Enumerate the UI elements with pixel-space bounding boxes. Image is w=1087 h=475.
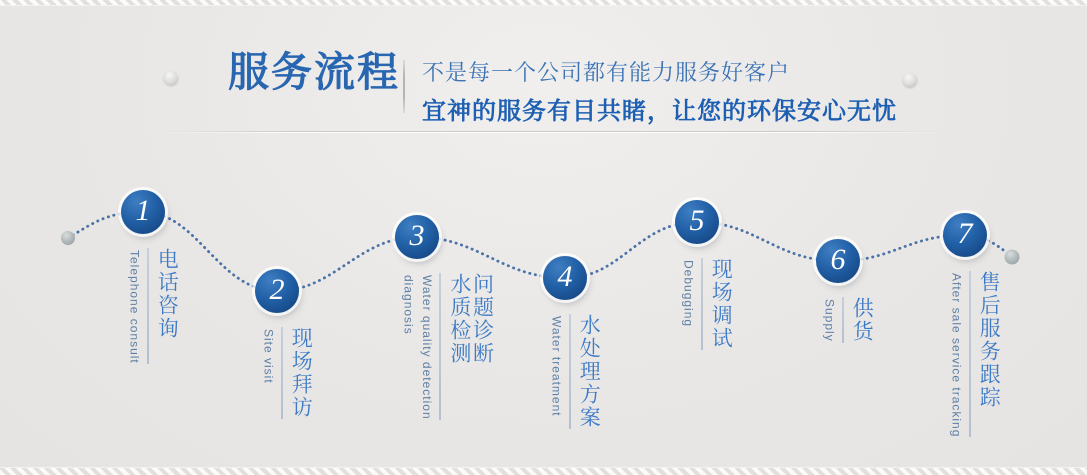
step-label-zh xyxy=(709,258,732,350)
label-divider xyxy=(701,258,703,350)
step-number: 6 xyxy=(830,243,846,276)
step-circle xyxy=(121,190,165,234)
step-label-en xyxy=(947,271,966,437)
label-divider xyxy=(969,271,971,437)
step-label-zh xyxy=(447,273,492,420)
step-circle xyxy=(675,200,719,244)
step-label-zh xyxy=(850,297,873,343)
step-number: 2 xyxy=(269,273,285,306)
step-en-line: After sale service tracking xyxy=(949,273,964,438)
label-divider xyxy=(439,273,441,420)
step-zh-column: 电话咨询 xyxy=(155,248,179,340)
step-zh-column: 售后服务跟踪 xyxy=(977,271,1001,409)
step-zh-column: 问题诊断 xyxy=(470,273,494,365)
step-en-line: Water quality detection xyxy=(420,275,435,420)
step-label-en xyxy=(259,327,278,419)
step-zh-column: 水质检测 xyxy=(447,273,471,365)
step-label-en xyxy=(547,314,566,429)
subtitle-line2: 宜神的服务有目共睹，让您的环保安心无忧 xyxy=(422,98,897,125)
step-zh-column: 现场调试 xyxy=(709,258,733,350)
step-label xyxy=(399,273,493,420)
step-label xyxy=(125,248,177,364)
step-zh-column: 供货 xyxy=(850,297,874,343)
step-number: 1 xyxy=(135,194,151,227)
step-label-zh xyxy=(577,314,600,429)
step-en-line: Supply xyxy=(822,299,837,342)
step-label-en xyxy=(820,297,839,343)
step-en-line: Telephone consult xyxy=(127,250,142,364)
step-label xyxy=(947,271,999,437)
step-label-en xyxy=(399,273,436,420)
label-divider xyxy=(842,297,844,343)
step-number: 5 xyxy=(689,204,705,237)
step-en-line: Debugging xyxy=(681,260,696,328)
dotted-flow-path xyxy=(68,212,1012,291)
step-number: 4 xyxy=(557,260,573,293)
step-zh-column: 现场拜访 xyxy=(289,327,313,419)
step-en-line: Water treatment xyxy=(549,316,564,417)
step-circle xyxy=(816,239,860,283)
step-label xyxy=(820,297,872,343)
step-zh-column: 水处理方案 xyxy=(577,314,601,429)
step-label xyxy=(547,314,599,429)
step-label-en xyxy=(679,258,698,350)
step-number: 7 xyxy=(957,217,973,250)
step-label xyxy=(259,327,311,419)
step-label-en xyxy=(125,248,144,364)
step-circle xyxy=(543,256,587,300)
label-divider xyxy=(281,327,283,419)
step-circle xyxy=(395,215,439,259)
step-label-zh xyxy=(289,327,312,419)
step-label-zh xyxy=(977,271,1000,437)
step-en-line: Site visit xyxy=(261,329,276,384)
step-label xyxy=(679,258,731,350)
section-title: 服务流程 xyxy=(228,49,400,95)
label-divider xyxy=(569,314,571,429)
step-circle xyxy=(255,269,299,313)
step-circle xyxy=(943,213,987,257)
step-en-line: diagnosis xyxy=(401,275,416,335)
flow-end-dot xyxy=(1005,250,1020,265)
subtitle-line1: 不是每一个公司都有能力服务好客户 xyxy=(422,60,791,85)
flow-start-dot xyxy=(61,231,75,245)
step-label-zh xyxy=(155,248,178,364)
label-divider xyxy=(147,248,149,364)
step-number: 3 xyxy=(409,219,425,252)
